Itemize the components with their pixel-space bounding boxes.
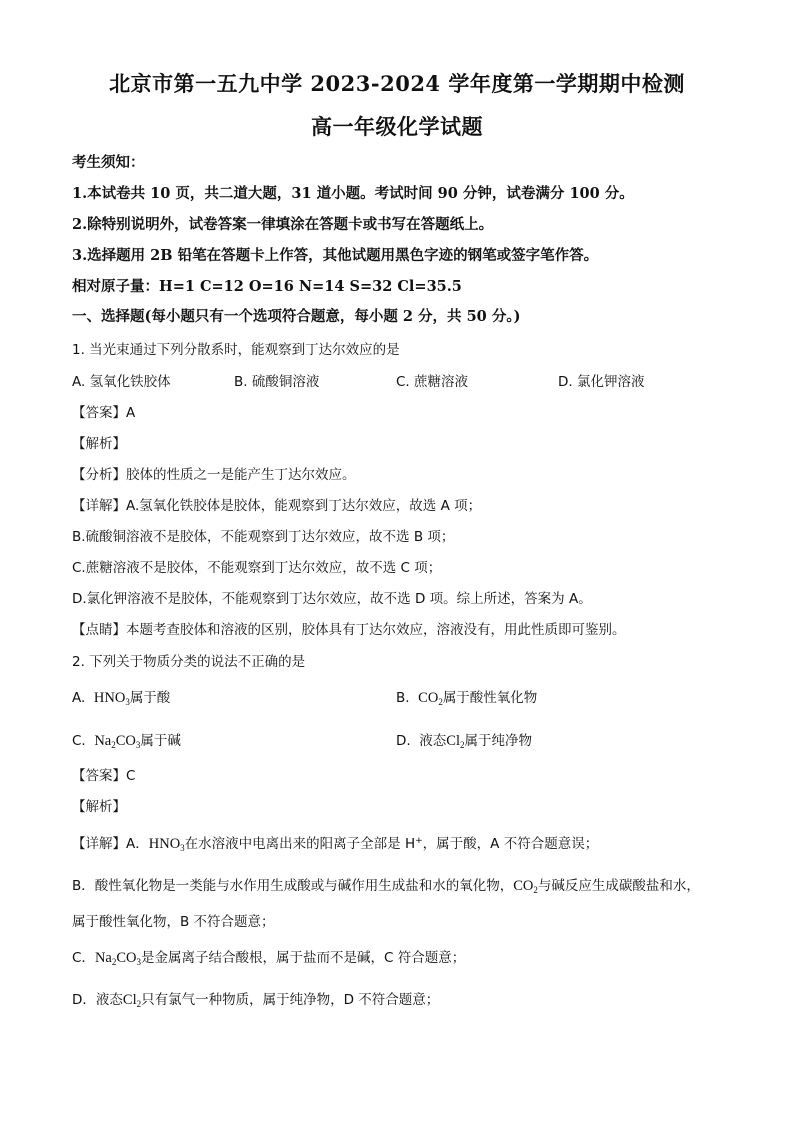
formula-co2: $CO_2$ [418,690,443,707]
q2-option-c [72,729,181,750]
detail-prefix: D．液态 [72,992,123,1008]
q1-answer-line [72,401,135,421]
q2-detail-b-1 [72,874,700,895]
formula-cl2: $Cl_2$ [122,992,142,1009]
q1-analysis-tag: 【解析】 [72,436,126,452]
detail-tag: 【详解】 [72,498,126,514]
q2-detail-c [72,946,465,967]
formula-na2co3: $Na_2CO_3$ [94,733,141,750]
formula-hno3: $HNO_3$ [148,836,185,853]
option-label: A. [72,690,86,706]
q2-detail-d [72,988,439,1009]
fenxi-text: 胶体的性质之一是能产生丁达尔效应。 [126,467,356,483]
formula-cl2: $Cl_2$ [446,733,465,750]
option-text: 属于纯净物 [464,733,532,749]
option-text: 属于碱 [140,733,181,749]
option-label: D. [396,733,411,749]
notice-item-2: 2.除特别说明外，试卷答案一律填涂在答题卡或书写在答题纸上。 [72,216,494,233]
detail-text: A.氢氧化铁胶体是胶体，能观察到丁达尔效应，故选 A 项； [126,498,482,514]
answer-tag: 【答案】 [72,768,126,784]
detail-text: 在水溶液中电离出来的阳离子全部是 H [184,836,416,852]
formula-na2co3: $Na_2CO_3$ [94,950,142,967]
point-text: 本题考查胶体和溶液的区别，胶体具有丁达尔效应，溶液没有，用此性质即可鉴别。 [126,622,626,638]
option-text: 属于酸性氧化物 [442,690,538,706]
q2-option-d [396,729,532,750]
question-2-stem: 2. 下列关于物质分类的说法不正确的是 [72,654,306,670]
option-label: B. [396,690,410,706]
formula-hno3: $HNO_3$ [93,690,130,707]
q1-option-a: A. 氢氧化铁胶体 [72,374,171,390]
notice-heading: 考生须知： [72,154,145,171]
detail-prefix: C． [72,950,95,966]
q1-detail-c: C.蔗糖溶液不是胶体，不能观察到丁达尔效应，故不选 C 项； [72,560,442,576]
notice-item-3: 3.选择题用 2B 铅笔在答题卡上作答，其他试题用黑色字迹的钢笔或签字笔作答。 [72,247,599,264]
answer-tag: 【答案】 [72,405,126,421]
option-prefix: 液态 [419,733,447,749]
q2-option-a [72,686,170,707]
q1-option-b: B. 硫酸铜溶液 [234,374,320,390]
page-subtitle: 高一年级化学试题 [311,114,483,139]
option-label: C. [72,733,86,749]
detail-prefix: A． [126,836,149,852]
q2-detail-a: 【详解】A．$HNO_3$在水溶液中电离出来的阳离子全部是 H+，属于酸，A 不符合题意误； [72,836,599,853]
detail-text: 是金属离子结合酸根，属于盐而不是碱，C 符合题意； [141,950,466,966]
formula-co2: $CO_2$ [513,878,538,895]
q1-option-d: D. 氯化钾溶液 [558,374,645,390]
detail-tag: 【详解】 [72,836,126,852]
point-tag: 【点睛】 [72,622,126,638]
q1-fenxi-line [72,463,356,483]
q1-point-line [72,618,626,638]
answer-value: C [126,768,136,784]
q1-detail-d: D.氯化钾溶液不是胶体，不能观察到丁达尔效应，故不选 D 项。综上所述，答案为 A。 [72,591,592,607]
q1-option-c: C. 蔗糖溶液 [396,374,469,390]
section-heading: 一、选择题(每小题只有一个选项符合题意，每小题 2 分，共 50 分。) [72,308,521,325]
atomic-mass-line: 相对原子量：H=1 C=12 O=16 N=14 S=32 Cl=35.5 [72,278,462,295]
page-title: 北京市第一五九中学 2023-2024 学年度第一学期期中检测 [109,71,685,96]
answer-value: A [126,405,136,421]
q1-detail-a [72,494,481,514]
q1-detail-b: B.硫酸铜溶液不是胶体，不能观察到丁达尔效应，故不选 B 项； [72,529,455,545]
detail-tail: 与碱反应生成碳酸盐和水， [537,878,700,894]
q2-analysis-tag: 【解析】 [72,799,126,815]
detail-text: 只有氯气一种物质，属于纯净物，D 不符合题意； [141,992,440,1008]
notice-item-1: 1.本试卷共 10 页，共二道大题，31 道小题。考试时间 90 分钟，试卷满分 100 分。 [72,185,634,202]
option-text: 属于酸 [129,690,171,706]
question-1-stem: 1. 当光束通过下列分散系时，能观察到丁达尔效应的是 [72,342,400,358]
detail-text: B．酸性氧化物是一类能与水作用生成酸或与碱作用生成盐和水的氧化物， [72,878,514,894]
q2-detail-b-2: 属于酸性氧化物，B 不符合题意； [72,914,275,930]
fenxi-tag: 【分析】 [72,467,126,483]
detail-tail: ，属于酸，A 不符合题意误； [422,836,599,852]
q2-option-b [396,686,537,707]
q2-answer-line [72,764,135,784]
